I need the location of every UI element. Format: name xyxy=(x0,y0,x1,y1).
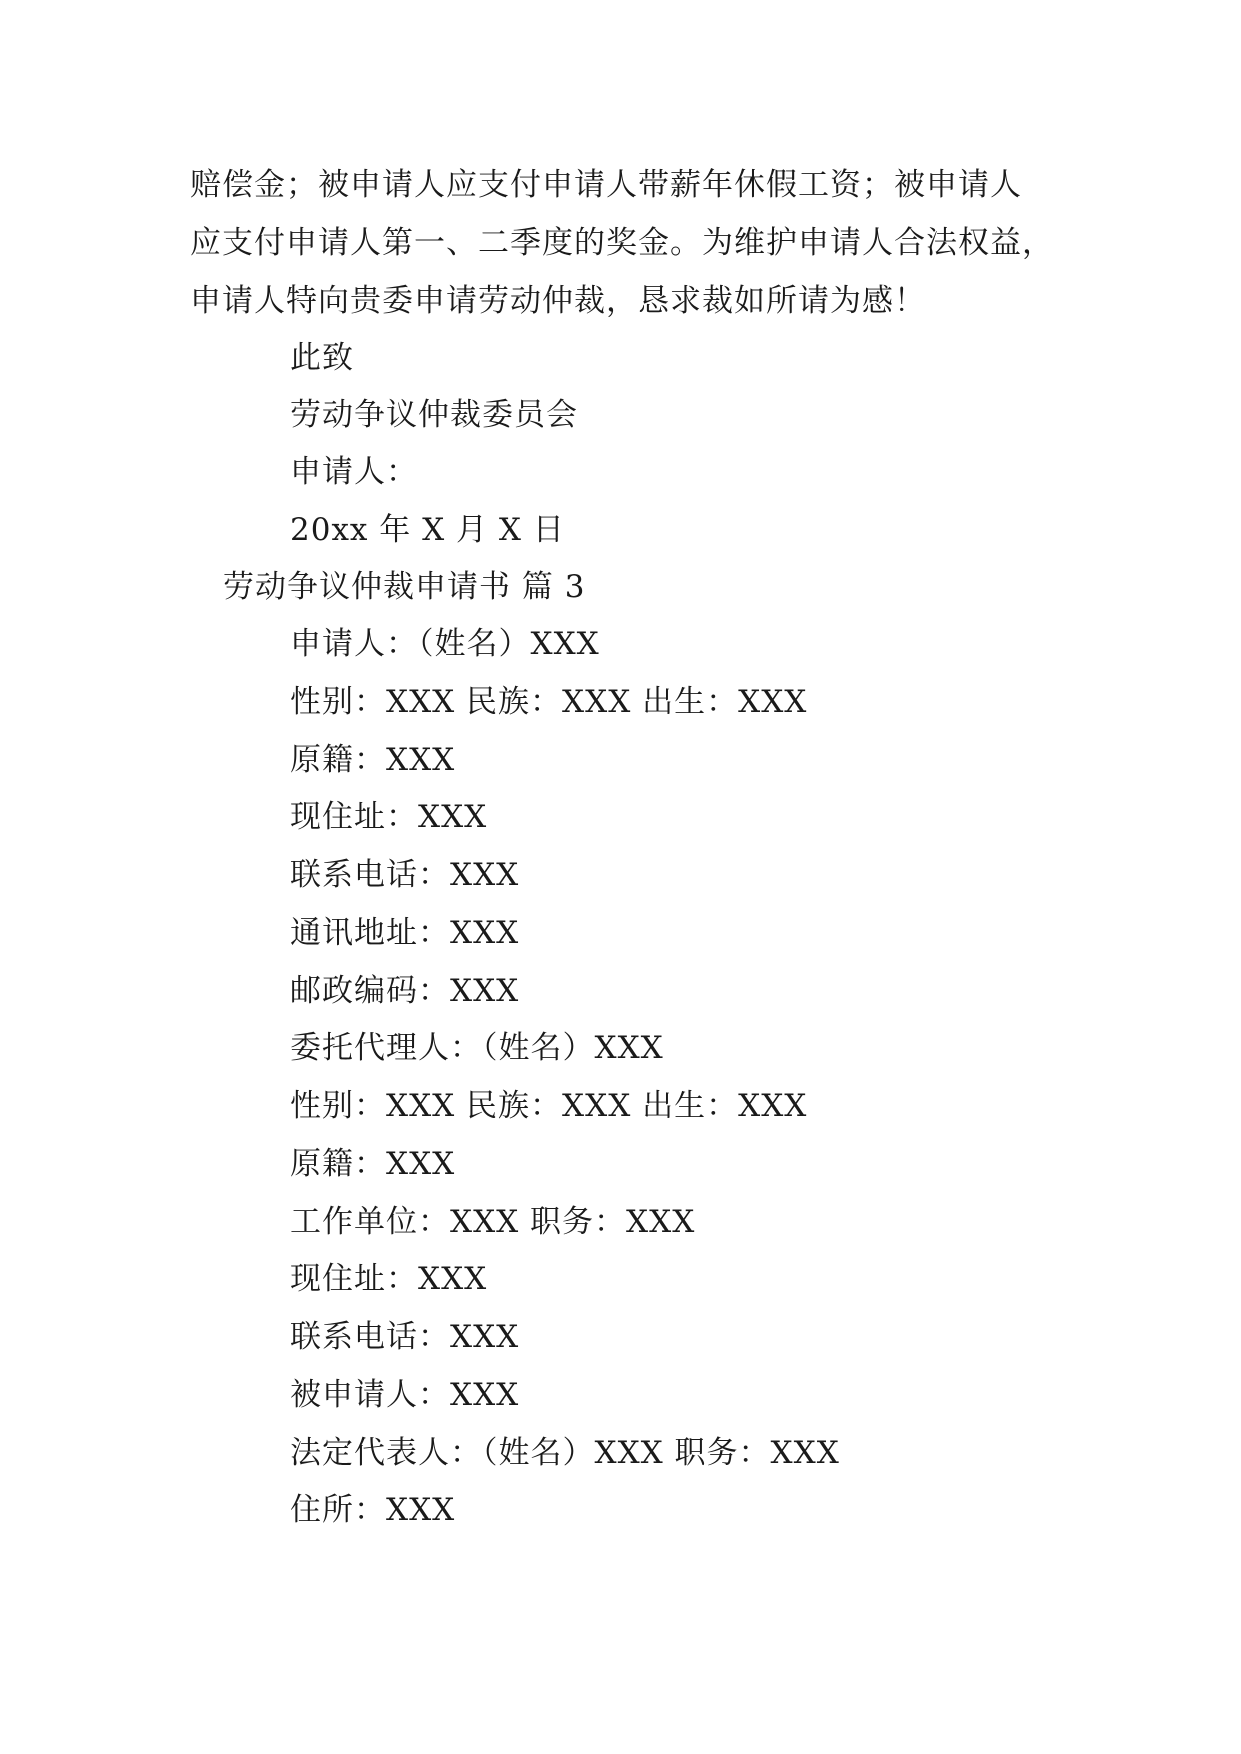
field-line: 现住址：XXX xyxy=(290,799,488,835)
field-line: 性别：XXX 民族：XXX 出生：XXX xyxy=(290,684,808,720)
field-line: 邮政编码：XXX xyxy=(290,973,520,1009)
field-line: 工作单位：XXX 职务：XXX xyxy=(290,1204,696,1240)
field-line: 现住址：XXX xyxy=(290,1261,488,1297)
closing-salutation: 此致 xyxy=(290,340,354,376)
section-title: 劳动争议仲裁申请书 篇 3 xyxy=(223,569,586,605)
field-line: 原籍：XXX xyxy=(290,1146,456,1182)
field-line: 原籍：XXX xyxy=(290,742,456,778)
field-line: 性别：XXX 民族：XXX 出生：XXX xyxy=(290,1088,808,1124)
closing-applicant: 申请人： xyxy=(290,454,418,490)
paragraph-line: 申请人特向贵委申请劳动仲裁，恳求裁如所请为感！ xyxy=(190,283,926,319)
field-line: 联系电话：XXX xyxy=(290,1319,520,1355)
field-line: 被申请人：XXX xyxy=(290,1377,520,1413)
paragraph-line: 应支付申请人第一、二季度的奖金。为维护申请人合法权益， xyxy=(190,225,1054,261)
closing-recipient: 劳动争议仲裁委员会 xyxy=(290,397,578,433)
field-line: 委托代理人：（姓名）XXX xyxy=(290,1030,664,1066)
field-line: 法定代表人：（姓名）XXX 职务：XXX xyxy=(290,1435,840,1471)
field-line: 申请人：（姓名）XXX xyxy=(290,626,600,662)
field-line: 通讯地址：XXX xyxy=(290,915,520,951)
paragraph-line: 赔偿金；被申请人应支付申请人带薪年休假工资；被申请人 xyxy=(190,167,1022,203)
closing-date: 20xx 年 X 月 X 日 xyxy=(290,512,565,548)
field-line: 联系电话：XXX xyxy=(290,857,520,893)
field-line: 住所：XXX xyxy=(290,1492,456,1528)
